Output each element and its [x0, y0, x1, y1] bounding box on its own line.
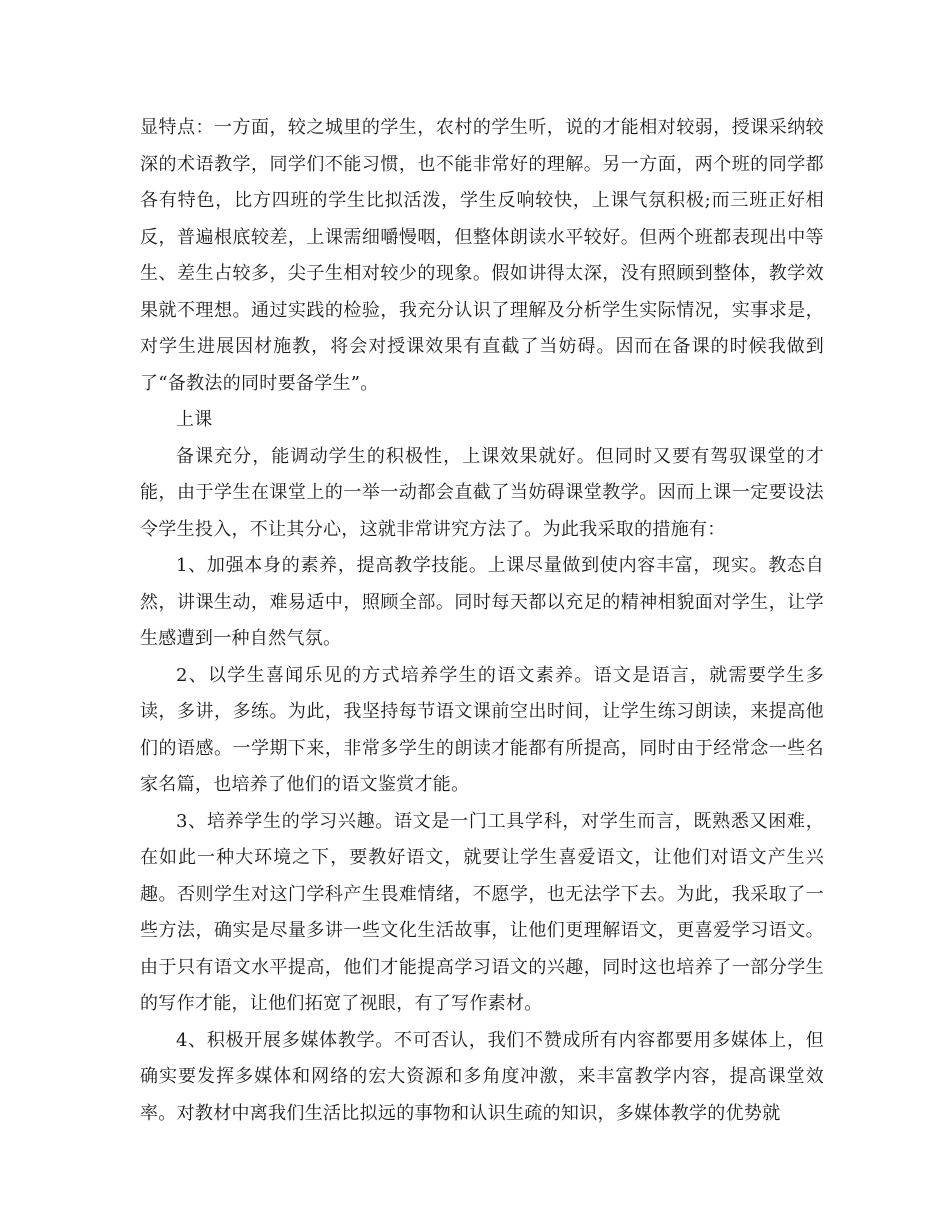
paragraph-continued: 显特点：一方面，较之城里的学生，农村的学生听，说的才能相对较弱，授课采纳较深的术语教学，同学们不能习惯，也不能非常好的理解。另一方面，两个班的同学都各有特色，比方四班的学生比拟活泼，学生反响较快，上课气氛积极;而三班正好相反，普遍根底较差，上课需细嚼慢咽，但整体朗读水平较好。但两个班都表现出中等生、差生占较多，尖子生相对较少的现象。假如讲得太深，没有照顾到整体，教学效果就不理想。通过实践的检验，我充分认识了理解及分析学生实际情况，实事求是，对学生进展因材施教，将会对授课效果有直截了当妨碍。因而在备课的时候我做到了“备教法的同时要备学生”。 [140, 117, 824, 394]
section-heading-class: 上课 [176, 409, 213, 430]
paragraph-measure-4: 4、积极开展多媒体教学。不可否认，我们不赞成所有内容都要用多媒体上，但确实要发挥多媒体和网络的宏大资源和多角度冲激，来丰富教学内容，提高课堂效率。对教材中离我们生活比拟远的事物和认识生疏的知识，多媒体教学的优势就 [140, 1029, 824, 1124]
paragraph-measure-1: 1、加强本身的素养，提高教学技能。上课尽量做到使内容丰富，现实。教态自然，讲课生动，难易适中，照顾全部。同时每天都以充足的精神相貌面对学生，让学生感遭到一种自然气氛。 [140, 555, 824, 649]
paragraph-class-intro: 备课充分，能调动学生的积极性，上课效果就好。但同时又要有驾驭课堂的才能，由于学生在课堂上的一举一动都会直截了当妨碍课堂教学。因而上课一定要设法令学生投入，不让其分心，这就非常讲究方法了。为此我采取的措施有： [140, 445, 824, 540]
document-body [140, 110, 824, 1132]
paragraph-measure-3: 3、培养学生的学习兴趣。语文是一门工具学科，对学生而言，既熟悉又困难，在如此一种大环境之下，要教好语文，就要让学生喜爱语文，让他们对语文产生兴趣。否则学生对这门学科产生畏难情绪，不愿学，也无法学下去。为此，我采取了一些方法，确实是尽量多讲一些文化生活故事，让他们更理解语文，更喜爱学习语文。由于只有语文水平提高，他们才能提高学习语文的兴趣，同时这也培养了一部分学生的写作才能，让他们拓宽了视眼，有了写作素材。 [140, 810, 824, 1014]
paragraph-measure-2: 2、以学生喜闻乐见的方式培养学生的语文素养。语文是语言，就需要学生多读，多讲，多练。为此，我坚持每节语文课前空出时间，让学生练习朗读，来提高他们的语感。一学期下来，非常多学生的朗读才能都有所提高，同时由于经常念一些名家名篇，也培养了他们的语文鉴赏才能。 [140, 664, 824, 795]
